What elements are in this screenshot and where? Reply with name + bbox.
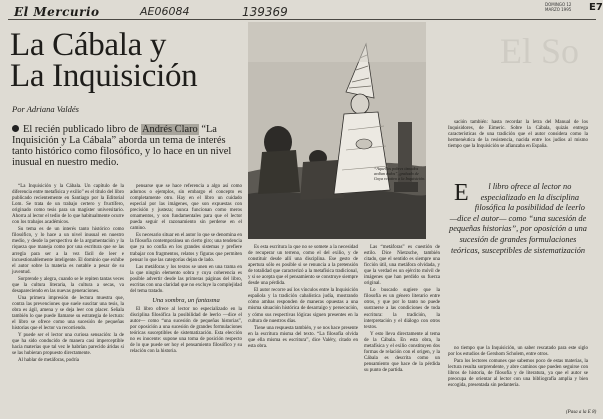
engraving-illustration (248, 22, 426, 239)
paragraph: Sorprende y alegra, cuando se le repiten tantas veces que la cultura literaria, la cultura a secas, va desapareciendo en las nuevas generaciones. (12, 276, 124, 294)
subhead: Una sombra, un fantasma (152, 296, 220, 304)
paragraph: Para los lectores comunes que sabemos poco de estas materias, la lectura resulta sorprendente, y abre caminos que pueden seguirse con libros de historia, de filosofía y de literatura, ya que el autor se preocupa de orientar al lector con una bibliografía amplia y bien escogida, presentada sin pedantería. (448, 359, 588, 389)
dateline: DOMINGO 12 MARZO 1995 (545, 2, 572, 12)
page-number: E7 (589, 2, 603, 13)
paragraph: Y esto lleva directamente al tema de la Cábala. En esta obra, la metafísica y el exilio constituyen dos formas de relación con el origen, y la Cábala es descrita como un pensamiento que hace de la pérdida su punto de partida. (364, 331, 440, 373)
paragraph: Lo buscado sugiere que la filosofía es un género literario entre otros, y que por lo tanto no puede sustraerse a las condiciones de toda escritura: la tradición, la interpretación y el diálogo con otros textos. (364, 288, 440, 330)
paragraph: Su tema es de un interés tanto histórico como filosófico, y lo hace a un nivel inusual en nuestro medio, y desde la perspectiva de la argumentación y la riqueza que maneja como por una escritura que se las arregla para ser a la vez fácil de leer e incuestionablemente inteligente. El dominio que exhibe el autor sobre la materia es notable a pesar de su juventud. (12, 227, 124, 275)
body-column-1 (12, 184, 124, 365)
lead-paragraph (12, 124, 244, 168)
paragraph: El autor recorre así los vínculos entre la Inquisición española y la tradición cabalística judía, mostrando cómo ambas responden de maneras opuestas a una misma situación histórica de desarraigo y persecución, y cómo sus respectivas lógicas siguen presentes en la cultura de nuestros días. (248, 288, 358, 324)
paragraph: pensarse que se hace referencia a algo así como adornos o ejemplos, sin embargo el concepto es completamente otro. Hay en el libro un cuidado especial por las imágenes, que son expuestas con precisión y justeza; nunca funcionan como meros ornamentos, y son fundamentales para que el lector pueda seguir el razonamiento sin perderse en el camino. (130, 184, 242, 232)
continued-footer: (Pasa a la E 8) (566, 410, 597, 415)
bleed-through-text: El So (500, 31, 580, 71)
pull-quote-initial: E (454, 180, 469, 206)
paragraph: Las metáforas y los textos se unen en una trama en la que ningún elemento sobra y cuya coherencia es posible advertir desde las primeras páginas del libro, escritas con una claridad que no excluye la complejidad del tema tratado. (130, 264, 242, 294)
header-rule (8, 19, 596, 20)
bullet-icon (12, 125, 19, 132)
paragraph: sación también: hasta recordar la letra del Manual de los Inquisidores, de Eimeric. Sobre la Cábala, quizás entrega características de una tradición que el autor considera como la hermenéutica de la resistencia, nacida entre los judíos al mismo tiempo que la Inquisición se afianzaba en España. (448, 120, 588, 150)
author-name-highlight: Andrés Claro (142, 124, 198, 135)
body-column-3 (248, 245, 358, 351)
paragraph: no tiempo que la Inquisición, un saber rescatado para este siglo por los estudios de Gershom Scholem, entre otros. (448, 346, 588, 358)
photo-caption: “Aquellos pobres tiznados ardían todos”, grabado de Goya relativo a la Inquisición. (374, 166, 426, 181)
paragraph: El libro ofrece al lector no especializado en la disciplina filosófica la posibilidad de leerlo —dice el autor— como “una sucesión de pequeñas historias”, por oposición a una sucesión de grandes formulaciones teóricas susceptibles de sistematización. Esta elección no es inocente: supone una toma de posición respecto de lo que puede ser hoy el pensamiento filosófico y su relación con la historia. (130, 306, 242, 355)
paragraph: Y puede ser el lector una curiosa sensación: la de que ha sido conducido de manera casi imperceptible hacia materias que tal vez le habrían parecido áridas si se las hubieran propuesto directamente. (12, 333, 124, 357)
archive-stamp-number: 139369 (242, 5, 288, 19)
paragraph: “La Inquisición y la Cábala. Un capítulo de la diferencia entre metafísica y exilio” es el título del libro publicado recientemente en Santiago por la Editorial Lom. Se trata de un trabajo certero y fructífero, originado como tesis para un magíster universitario. Ahorra al lector el tedio de lo que habitualmente ocurre con los trabajos académicos. (12, 184, 124, 226)
body-column-6 (448, 346, 588, 390)
archive-stamp-code: AE06084 (140, 5, 190, 18)
pull-quote-text: l libro ofrece al lector no especializado en la disciplina filosófica la posibilidad de leerlo —dice el autor— como “una sucesión de pequeñas historias”, por oposición a una sucesión de grandes formulaciones teóricas, susceptibles de sistematización (449, 182, 587, 255)
byline: Por Adriana Valdés (12, 104, 79, 114)
paragraph: Es esta escritura la que no se somete a la necesidad de recuperar un terreno, como el del exilio, y de constituir desde allí una disciplina. Ese gesto de apertura sólo es posible si se renuncia a la pretensión de totalidad que caracterizó a la metafísica tradicional, y si se acepta que el pensamiento se construye siempre desde una pérdida. (248, 245, 358, 287)
paragraph: Una primera impresión de lectura muestra que, contra las prevenciones que suele suscitar una tesis, la obra es ágil, amena y se deja leer con placer. Señala también lo que puede llamarse su estrategia de lectura: el libro se ofrece como una sucesión de pequeñas historias que el lector va recorriendo. (12, 295, 124, 332)
lead-text-before: El recién publicado libro de (23, 124, 139, 135)
masthead: El Mercurio (14, 5, 100, 19)
lead-text-after: “La Inquisición y La Cábala” aborda un tema de interés tanto histórico como filosófico, y lo hace en un nivel inusual en nuestro medio. (12, 124, 232, 168)
headline-line-2: La Inquisición (10, 58, 198, 94)
headline-line-1: La Cábala y (10, 27, 167, 63)
paragraph: Tiene una respuesta también, y se nos hace presente en la escritura misma del texto. “La filosofía olvida que ella misma es escritura”, dice Valéry, citado en esta obra. (248, 325, 358, 349)
pull-quote (448, 182, 588, 256)
paragraph: Al hablar de metáforas, podría (18, 358, 79, 364)
paragraph: Es necesario situar en el autor lo que se denomina en la filosofía contemporánea un cierto giro; una tendencia que ya no confía en los grandes sistemas y prefiere trabajar con fragmentos, relatos y figuras que permiten pensar lo que las categorías dejan de lado. (130, 233, 242, 263)
paragraph: Las “metáforas” es cuestión de estilo. Dice Nietzsche, también citado, que el sentido es siempre una ficción útil, una metáfora olvidada, y que la verdad es un ejército móvil de imágenes que han perdido su fuerza original. (364, 245, 440, 287)
body-column-2 (130, 184, 242, 356)
body-column-5 (448, 120, 588, 151)
body-column-4 (364, 245, 440, 375)
goya-engraving-image (248, 22, 426, 239)
